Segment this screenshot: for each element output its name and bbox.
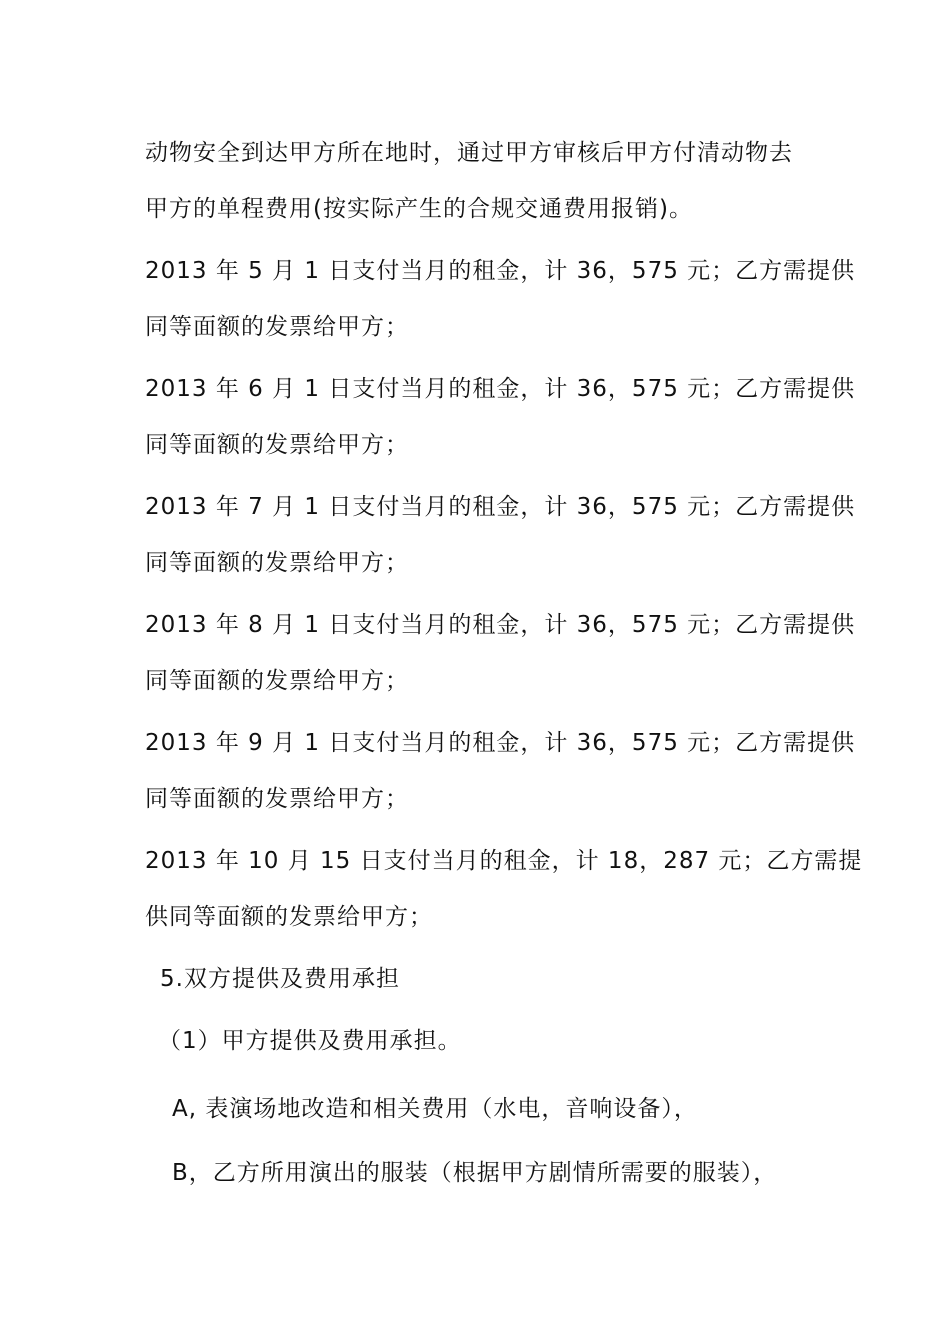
text-line: 2013 年 5 月 1 日支付当月的租金，计 36，575 元；乙方需提供 bbox=[145, 258, 856, 284]
text-line: 同等面额的发票给甲方； bbox=[145, 786, 409, 812]
section-heading: 5.双方提供及费用承担 bbox=[160, 966, 400, 992]
list-item: B，乙方所用演出的服装（根据甲方剧情所需要的服装）， bbox=[172, 1160, 778, 1186]
text-line: 2013 年 7 月 1 日支付当月的租金，计 36，575 元；乙方需提供 bbox=[145, 494, 856, 520]
list-item: A, 表演场地改造和相关费用（水电，音响设备）， bbox=[172, 1096, 698, 1122]
text-line: 动物安全到达甲方所在地时，通过甲方审核后甲方付清动物去 bbox=[145, 140, 793, 166]
text-line: 2013 年 6 月 1 日支付当月的租金，计 36，575 元；乙方需提供 bbox=[145, 376, 856, 402]
text-line: 供同等面额的发票给甲方； bbox=[145, 904, 433, 930]
subsection-heading: （1）甲方提供及费用承担。 bbox=[158, 1028, 462, 1054]
text-line: 同等面额的发票给甲方； bbox=[145, 314, 409, 340]
text-line: 甲方的单程费用(按实际产生的合规交通费用报销)。 bbox=[145, 196, 693, 222]
text-line: 2013 年 10 月 15 日支付当月的租金，计 18，287 元；乙方需提 bbox=[145, 848, 863, 874]
text-line: 2013 年 9 月 1 日支付当月的租金，计 36，575 元；乙方需提供 bbox=[145, 730, 856, 756]
text-line: 2013 年 8 月 1 日支付当月的租金，计 36，575 元；乙方需提供 bbox=[145, 612, 856, 638]
text-line: 同等面额的发票给甲方； bbox=[145, 432, 409, 458]
text-line: 同等面额的发票给甲方； bbox=[145, 668, 409, 694]
text-line: 同等面额的发票给甲方； bbox=[145, 550, 409, 576]
